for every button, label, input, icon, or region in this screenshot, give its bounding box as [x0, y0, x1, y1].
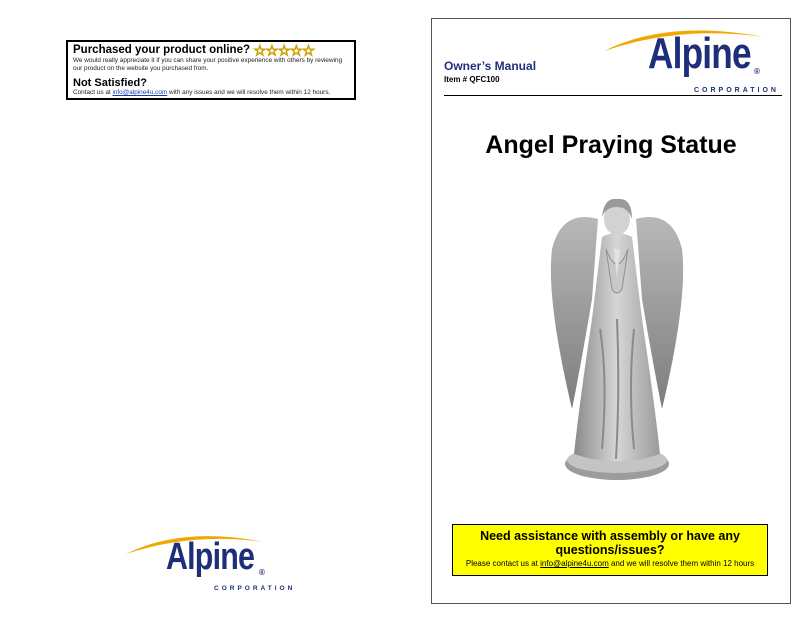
alpine-logo-top: [598, 21, 788, 101]
star-icon: ★: [254, 43, 266, 58]
help-title: Need assistance with assembly or have any questions/issues?: [480, 529, 740, 557]
logo-corporation: CORPORATION: [694, 87, 779, 94]
help-text: [453, 559, 767, 569]
logo-registered-mark: ®: [754, 67, 760, 76]
help-text-suffix: and we will resolve them within 12 hours: [608, 559, 755, 568]
manual-title: Owner’s Manual: [444, 59, 537, 73]
review-title: Purchased your product online?: [73, 44, 250, 56]
star-icon: ★: [266, 43, 278, 58]
not-satisfied-title: Not Satisfied?: [73, 77, 147, 89]
star-icon: ★: [278, 43, 290, 58]
star-icon: ★: [290, 43, 303, 58]
contact-prefix: Contact us at: [73, 89, 113, 96]
star-icon: ★: [302, 43, 315, 58]
review-title-row: [73, 44, 349, 57]
product-title: Angel Praying Statue: [485, 131, 737, 159]
logo-corporation: CORPORATION: [214, 585, 296, 592]
help-email-link[interactable]: info@alpine4u.com: [540, 559, 609, 568]
alpine-logo-bottom: [122, 528, 296, 598]
header-divider: [444, 95, 782, 96]
contact-email-link[interactable]: info@alpine4u.com: [112, 89, 168, 96]
item-number: Item # QFC100: [444, 75, 500, 84]
help-text-prefix: Please contact us at: [465, 559, 541, 568]
contact-suffix: with any issues and we will resolve them within 12 hours.: [167, 89, 331, 96]
angel-statue-image: [542, 179, 692, 489]
owners-manual-cover: [431, 18, 791, 604]
contact-line: [73, 89, 349, 97]
rating-stars: [254, 44, 315, 57]
review-box: [66, 40, 356, 100]
logo-word: Alpine: [648, 29, 751, 78]
help-box: [452, 524, 768, 576]
logo-registered-mark: ®: [259, 568, 265, 577]
review-text: We would really appreciate it if you can share your positive experience with others by reviewing our product on the website you purchased from.: [73, 57, 343, 72]
logo-word: Alpine: [166, 536, 255, 578]
